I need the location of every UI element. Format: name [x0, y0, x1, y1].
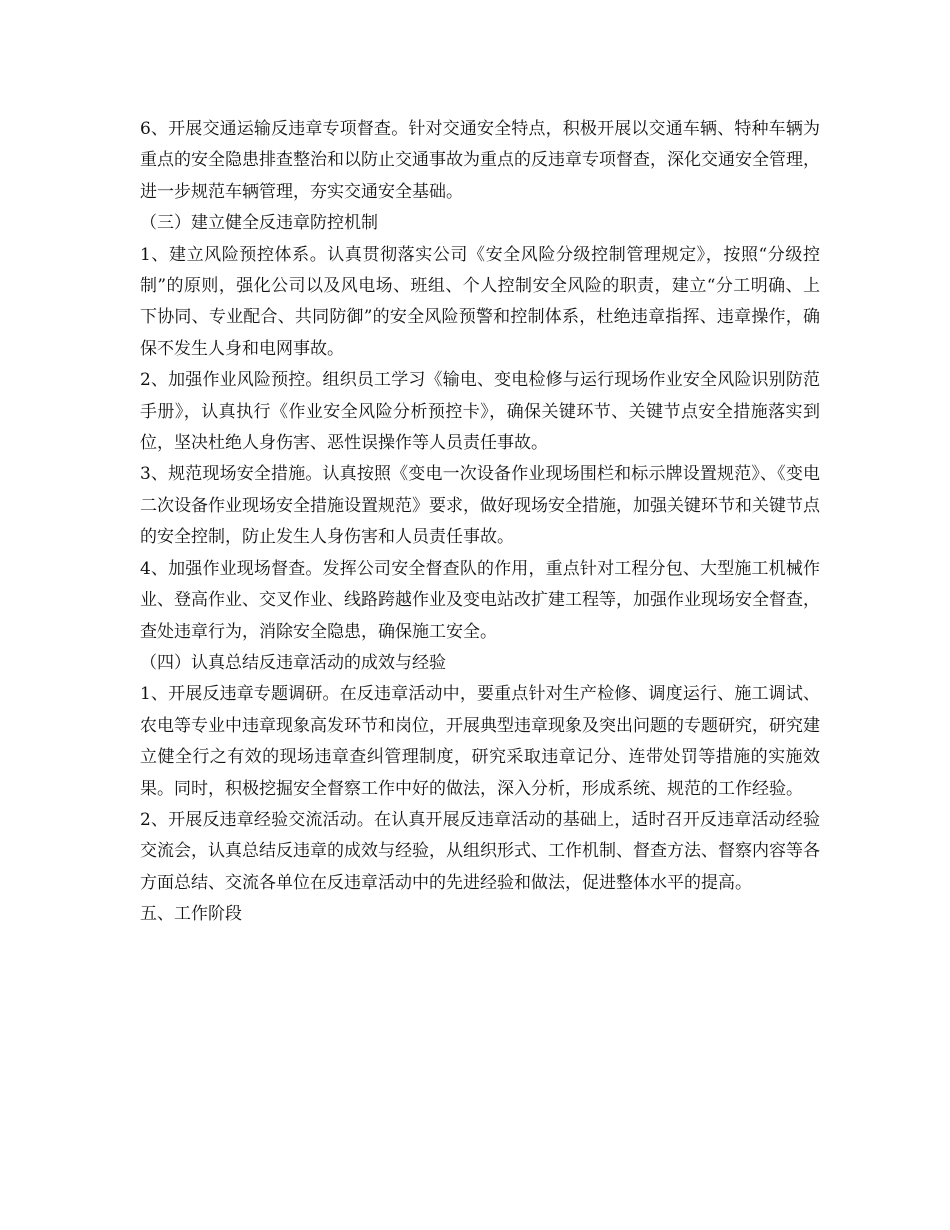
section-heading-summary-experience: （四）认真总结反违章活动的成效与经验 [140, 652, 446, 673]
paragraph-work-risk-control: 2、加强作业风险预控。组织员工学习《输电、变电检修与运行现场作业安全风险识别防范手册》，认真执行《作业安全风险分析预控卡》，确保关键环节、关键节点安全措施落实到位，坚决杜绝人身伤害、恶性误操作等人员责任事故。 [140, 370, 820, 454]
document-page [140, 114, 820, 931]
paragraph-site-supervision: 4、加强作业现场督查。发挥公司安全督查队的作用，重点针对工程分包、大型施工机械作业、登高作业、交叉作业、线路跨越作业及变电站改扩建工程等，加强作业现场安全督查，查处违章行为，消除安全隐患，确保施工安全。 [140, 558, 820, 642]
paragraph-special-research: 1、开展反违章专题调研。在反违章活动中，要重点针对生产检修、调度运行、施工调试、农电等专业中违章现象高发环节和岗位，开展典型违章现象及突出问题的专题研究，研究建立健全行之有效的现场违章查纠管理制度，研究采取违章记分、连带处罚等措施的实施效果。同时，积极挖掘安全督察工作中好的做法，深入分析，形成系统、规范的工作经验。 [140, 684, 820, 799]
paragraph-site-safety-measures: 3、规范现场安全措施。认真按照《变电一次设备作业现场围栏和标示牌设置规范》、《变电二次设备作业现场安全措施设置规范》要求，做好现场安全措施，加强关键环节和关键节点的安全控制，防止发生人身伤害和人员责任事故。 [140, 464, 820, 548]
paragraph-traffic-inspection: 6、开展交通运输反违章专项督查。针对交通安全特点，积极开展以交通车辆、特种车辆为重点的安全隐患排查整治和以防止交通事故为重点的反违章专项督查，深化交通安全管理，进一步规范车辆管理，夯实交通安全基础。 [140, 119, 820, 202]
paragraph-risk-control-system: 1、建立风险预控体系。认真贯彻落实公司《安全风险分级控制管理规定》，按照“分级控制”的原则，强化公司以及风电场、班组、个人控制安全风险的职责，建立“分工明确、上下协同、专业配合、共同防御”的安全风险预警和控制体系，杜绝违章指挥、违章操作，确保不发生人身和电网事故。 [140, 244, 820, 359]
paragraph-experience-exchange: 2、开展反违章经验交流活动。在认真开展反违章活动的基础上，适时召开反违章活动经验交流会，认真总结反违章的成效与经验，从组织形式、工作机制、督查方法、督察内容等各方面总结、交流各单位在反违章活动中的先进经验和做法，促进整体水平的提高。 [140, 809, 820, 893]
section-heading-prevention-mechanism: （三）建立健全反违章防控机制 [140, 213, 378, 234]
section-heading-work-stages: 五、工作阶段 [140, 904, 242, 925]
